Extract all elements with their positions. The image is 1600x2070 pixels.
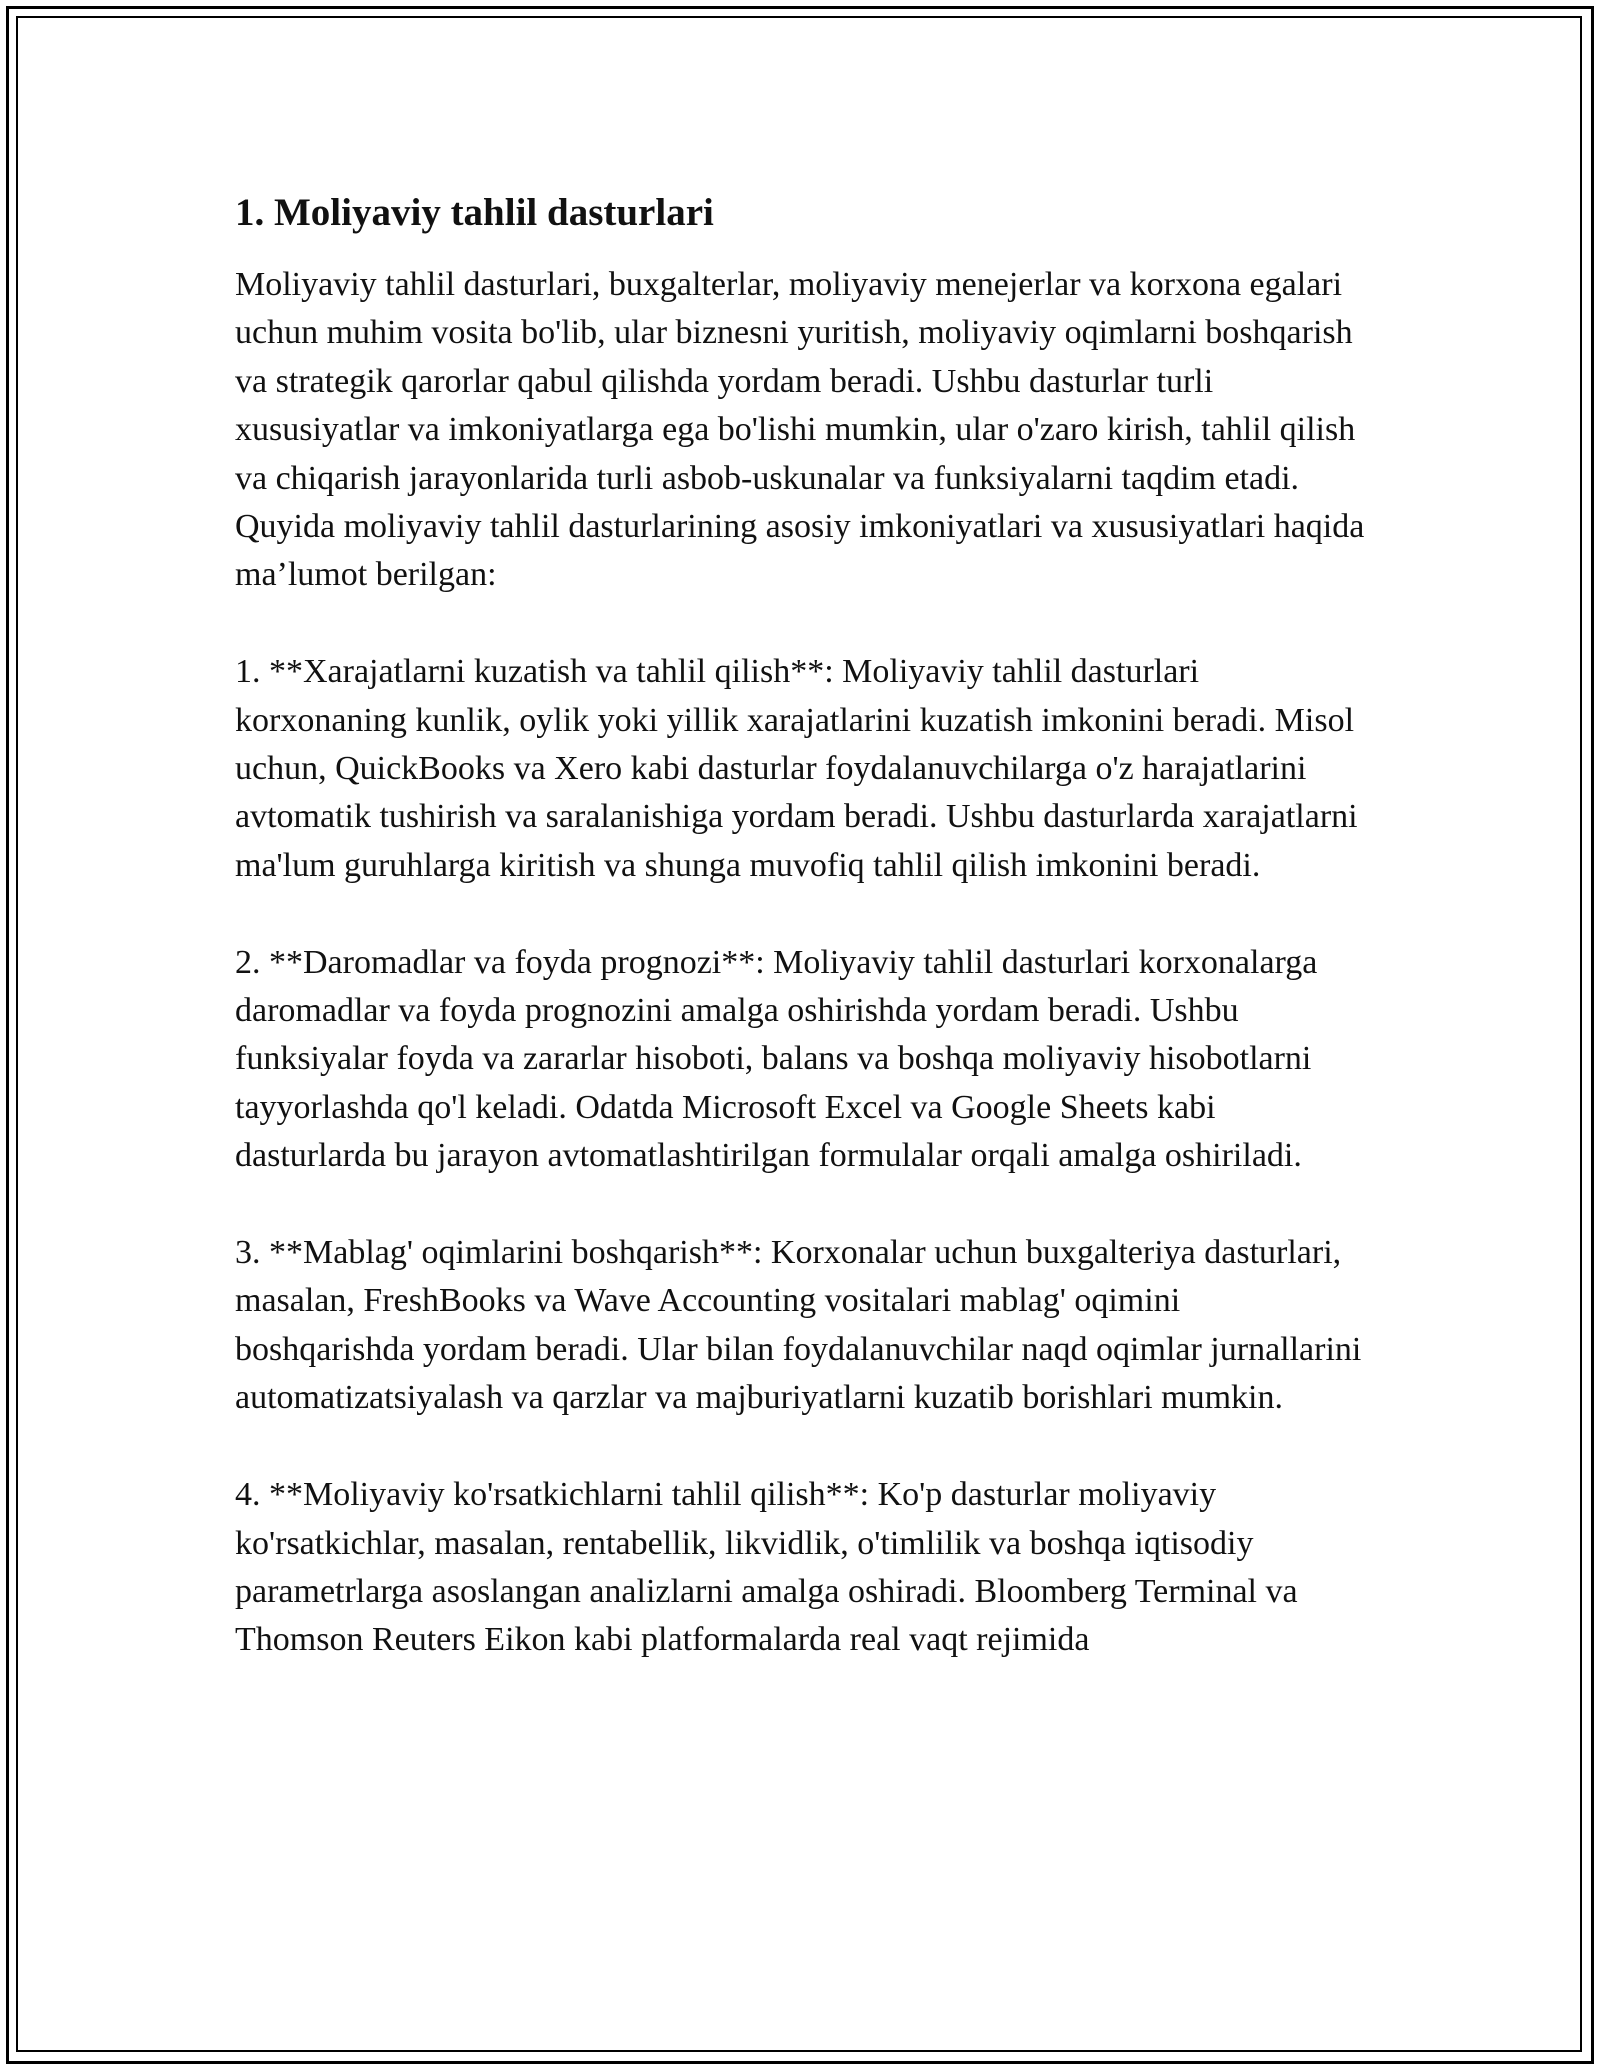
list-item-expense-tracking: 1. **Xarajatlarni kuzatish va tahlil qilish**: Moliyaviy tahlil dasturlari korxonaning kunlik, oylik yoki yillik xarajatlarini kuzatish imkonini beradi. Misol uchun, QuickBooks va Xero kabi dasturlar foydalanuvchilarga o'z harajatlarini avtomatik tushirish va saralanishiga yordam beradi. Ushbu dasturlarda xarajatlarni ma'lum guruhlarga kiritish va shunga muvofiq tahlil qilish imkonini beradi. — [235, 653, 1358, 884]
list-item-financial-indicators: 4. **Moliyaviy ko'rsatkichlarni tahlil qilish**: Ko'p dasturlar moliyaviy ko'rsatkichlar, masalan, rentabellik, likvidlik, o'timlilik va boshqa iqtisodiy parametrlarga asoslangan analizlarni amalga oshiradi. Bloomberg Terminal va Thomson Reuters Eikon kabi platformalarda real vaqt rejimida — [235, 1476, 1298, 1659]
document-body — [235, 185, 1365, 1713]
list-item-revenue-forecast: 2. **Daromadlar va foyda prognozi**: Moliyaviy tahlil dasturlari korxonalarga daromadlar va foyda prognozini amalga oshirishda yordam beradi. Ushbu funksiyalar foyda va zararlar hisoboti, balans va boshqa moliyaviy hisobotlarni tayyorlashda qo'l keladi. Odatda Microsoft Excel va Google Sheets kabi dasturlarda bu jarayon avtomatlashtirilgan formulalar orqali amalga oshiriladi. — [235, 943, 1318, 1175]
list-item-cash-flow: 3. **Mablag' oqimlarini boshqarish**: Korxonalar uchun buxgalteriya dasturlari, masalan, FreshBooks va Wave Accounting vositalari mablag' oqimini boshqarishda yordam beradi. Ular bilan foydalanuvchilar naqd oqimlar jurnallarini automatizatsiyalash va qarzlar va majburiyatlarni kuzatib borishlari mumkin. — [235, 1234, 1362, 1417]
section-heading: 1. Moliyaviy tahlil dasturlari — [235, 191, 714, 234]
intro-paragraph: Moliyaviy tahlil dasturlari, buxgalterlar, moliyaviy menejerlar va korxona egalari uchun muhim vosita bo'lib, ular biznesni yuritish, moliyaviy oqimlarni boshqarish va strategik qarorlar qabul qilishda yordam beradi. Ushbu dasturlar turli xususiyatlar va imkoniyatlarga ega bo'lishi mumkin, ular o'zaro kirish, tahlil qilish va chiqarish jarayonlarida turli asbob-uskunalar va funksiyalarni taqdim etadi. Quyida moliyaviy tahlil dasturlarining asosiy imkoniyatlari va xususiyatlari haqida ma’lumot berilgan: — [235, 266, 1365, 594]
